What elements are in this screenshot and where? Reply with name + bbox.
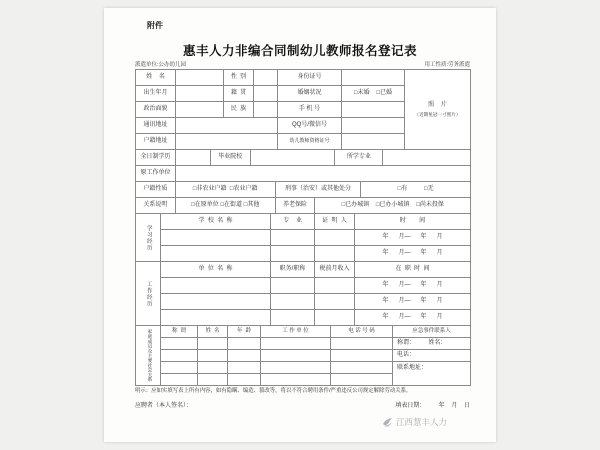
id-number-value-cell <box>342 70 405 86</box>
political-value-cell <box>176 102 224 118</box>
basic-info-left <box>136 70 405 150</box>
work-row <box>161 294 471 310</box>
subheader <box>135 60 470 68</box>
family-header-employer: 工 作 单 位 <box>261 326 331 338</box>
birth-label: 出生年月 <box>136 86 176 102</box>
study-school-cell <box>161 230 271 246</box>
household-type-label: 户籍性质 <box>136 182 176 198</box>
household-type-options: □非农业户籍 □农业户籍 <box>176 182 276 198</box>
address-label: 通讯地址 <box>136 118 176 134</box>
study-major-cell <box>271 230 315 246</box>
education-value-cell <box>176 150 211 166</box>
work-time-cell: 年 月— 年 月 <box>355 294 471 310</box>
form-page <box>104 8 496 442</box>
family-name-cell <box>198 350 228 362</box>
work-header-position: 职务/职称 <box>271 262 315 278</box>
work-position-cell <box>271 310 315 326</box>
family-age-cell <box>228 362 261 374</box>
name-value-cell <box>176 70 224 86</box>
emergency-contact-column <box>393 326 471 386</box>
work-unit-cell <box>161 310 271 326</box>
study-witness-cell <box>315 230 355 246</box>
family-employer-cell <box>261 338 331 350</box>
study-header-school: 学 校 名 称 <box>161 214 271 230</box>
family-relation-cell <box>161 350 198 362</box>
family-row <box>161 374 393 386</box>
work-time-cell: 年 月— 年 月 <box>355 310 471 326</box>
family-name-cell <box>198 362 228 374</box>
gender-label: 性 别 <box>224 70 254 86</box>
family-relation-cell <box>161 338 198 350</box>
study-header-witness: 证 明 人 <box>315 214 355 230</box>
qq-wechat-label: QQ号/微信号 <box>278 118 342 134</box>
pension-options: □已办城镇 □已办小城镇 □尚未投保 <box>315 198 471 214</box>
household-address-value-cell <box>176 134 278 150</box>
family-name-cell <box>198 338 228 350</box>
family-header-phone: 电 话 号 码 <box>331 326 393 338</box>
major-label: 所学专业 <box>335 150 383 166</box>
family-row <box>161 350 393 362</box>
family-phone-cell <box>331 338 393 350</box>
former-employer-label: 原工作单位 <box>136 166 176 182</box>
family-employer-cell <box>261 374 331 386</box>
family-name-cell <box>198 374 228 386</box>
study-time-cell: 年 月— 年 月 <box>355 230 471 246</box>
attachment-label: 附件 <box>147 21 163 30</box>
family-relation-cell <box>161 362 198 374</box>
registration-table <box>135 69 471 386</box>
work-income-cell <box>315 310 355 326</box>
family-phone-cell <box>331 362 393 374</box>
pension-label: 养老保险 <box>276 198 316 214</box>
relation-label: 关系说明 <box>136 198 176 214</box>
family-age-cell <box>228 338 261 350</box>
study-time-cell: 年 月— 年 月 <box>355 246 471 262</box>
address-value-cell <box>176 118 278 134</box>
study-school-cell <box>161 246 271 262</box>
teacher-cert-value-cell <box>342 134 405 150</box>
marital-label: 婚姻状况 <box>278 86 342 102</box>
signature-row <box>135 400 470 409</box>
family-employer-cell <box>261 362 331 374</box>
family-age-cell <box>228 374 261 386</box>
work-income-cell <box>315 278 355 294</box>
family-section <box>136 326 471 386</box>
photo-note: （近期免冠一寸照片） <box>414 111 461 117</box>
work-income-cell <box>315 294 355 310</box>
emergency-phone: 电话： <box>393 350 471 362</box>
relation-options: □在原单位 □在街道 □其他 <box>176 198 276 214</box>
study-section-label: 学习经历 <box>136 214 161 262</box>
ethnicity-label: 民 族 <box>224 102 254 118</box>
family-header-relation: 称 谓 <box>161 326 198 338</box>
education-row <box>136 150 471 166</box>
work-row <box>161 310 471 326</box>
family-relation-cell <box>161 374 198 386</box>
teacher-cert-label: 幼儿教师资格证号 <box>278 134 342 150</box>
gender-value-cell <box>254 70 278 86</box>
work-time-cell: 年 月— 年 月 <box>355 278 471 294</box>
work-unit-cell <box>161 294 271 310</box>
dispatch-unit-label: 派遣单位:公办幼儿园 <box>135 62 187 68</box>
work-unit-cell <box>161 278 271 294</box>
family-header-age: 年 龄 <box>228 326 261 338</box>
relation-pension-row <box>136 198 471 214</box>
family-phone-cell <box>331 350 393 362</box>
school-label: 毕业院校 <box>211 150 251 166</box>
work-section-label: 工作经历 <box>136 262 161 326</box>
school-value-cell <box>251 150 336 166</box>
education-label: 全日制学历 <box>136 150 176 166</box>
declaration-notice: 明示：应如实填写表上所有内容，如有隐瞒、编造、篡改等，将以不符合聘用条件/严重违反公司规定解除劳动关系。 <box>135 388 412 394</box>
emergency-relation-name: 称谓： 姓名： <box>393 338 471 350</box>
work-header-income: 税前月收入 <box>315 262 355 278</box>
family-phone-cell <box>331 374 393 386</box>
employment-nature-label: 用工性质:劳务派遣 <box>424 62 470 68</box>
native-place-label: 籍 贯 <box>224 86 254 102</box>
ethnicity-value-cell <box>254 102 278 118</box>
work-row <box>161 278 471 294</box>
family-row <box>161 362 393 374</box>
family-employer-cell <box>261 350 331 362</box>
study-section <box>136 214 471 262</box>
name-label: 姓 名 <box>136 70 176 86</box>
emergency-contact-header: 应急事件联系人 <box>393 326 471 338</box>
native-place-value-cell <box>254 86 278 102</box>
family-age-cell <box>228 350 261 362</box>
applicant-signature-label: 应聘者（本人签名）： <box>135 403 193 409</box>
company-logo-icon <box>382 417 393 428</box>
mobile-label: 手 机 号 <box>278 102 342 118</box>
work-section <box>136 262 471 326</box>
qq-wechat-value-cell <box>342 118 405 134</box>
company-logo-text: 江西慧丰人力 <box>396 417 448 427</box>
marital-options: □未婚 □已婚 <box>342 86 405 102</box>
study-header-major: 专 业 <box>271 214 315 230</box>
study-header-time: 时 间 <box>355 214 471 230</box>
work-position-cell <box>271 278 315 294</box>
household-address-label: 户籍地址 <box>136 134 176 150</box>
penalty-options: □有 □无 <box>361 182 471 198</box>
family-section-label: 家庭成员及主要社会关系 <box>136 326 161 386</box>
family-row <box>161 338 393 350</box>
study-row <box>161 246 471 262</box>
basic-info-block <box>136 70 471 150</box>
company-watermark <box>382 416 447 428</box>
study-witness-cell <box>315 246 355 262</box>
id-number-label: 身份证号 <box>278 70 342 86</box>
work-header-time: 在 职 时 间 <box>355 262 471 278</box>
major-value-cell <box>383 150 471 166</box>
photo-cell <box>405 70 471 150</box>
fill-date-label: 填表日期： 年 月 日 <box>395 403 470 409</box>
penalty-label: 刑事（治安）或其他处分 <box>276 182 362 198</box>
mobile-value-cell <box>342 102 405 118</box>
family-header-name: 姓 名 <box>198 326 228 338</box>
work-position-cell <box>271 294 315 310</box>
emergency-address: 联系地址： <box>393 362 471 386</box>
birth-value-cell <box>176 86 224 102</box>
former-employer-row <box>136 166 471 182</box>
study-row <box>161 230 471 246</box>
household-type-row <box>136 182 471 198</box>
political-label: 政治面貌 <box>136 102 176 118</box>
former-employer-value-cell <box>176 166 471 182</box>
form-title: 惠丰人力非编合同制幼儿教师报名登记表 <box>182 44 417 58</box>
work-header-unit: 单 位 名 称 <box>161 262 271 278</box>
study-major-cell <box>271 246 315 262</box>
photo-title: 照 片 <box>428 102 447 109</box>
